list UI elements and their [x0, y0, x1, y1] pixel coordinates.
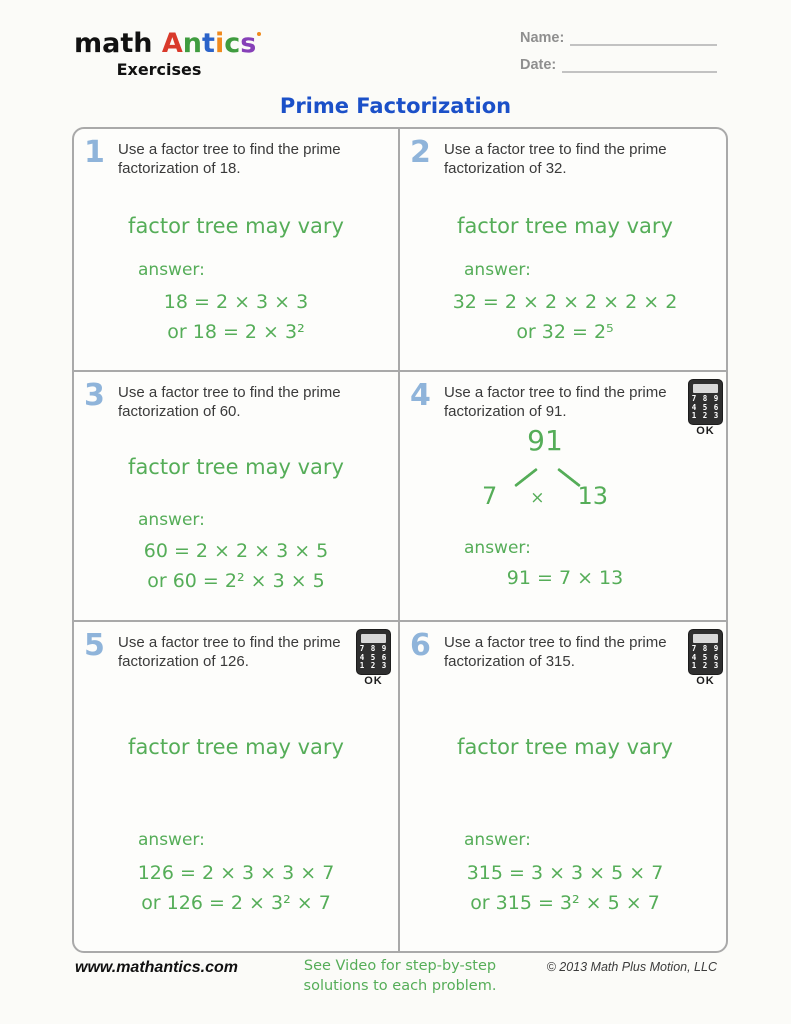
question-text: Use a factor tree to find the prime factorization of 60.	[118, 384, 341, 421]
registered-mark-dot	[257, 32, 261, 36]
factor-tree-root: 91	[527, 424, 563, 457]
question-row	[400, 622, 728, 671]
calculator-ok-label: OK	[364, 674, 383, 687]
name-blank-line	[570, 30, 717, 46]
problem-cell-1	[74, 129, 400, 372]
multiplication-sign: ×	[530, 488, 545, 508]
answer-line-2: or 315 = 3² × 5 × 7	[470, 892, 660, 914]
answer-line-1: 60 = 2 × 2 × 3 × 5	[143, 540, 329, 562]
calculator-screen	[693, 384, 718, 393]
logo-subtitle: Exercises	[116, 60, 202, 79]
calculator-screen	[361, 634, 386, 643]
question-row	[74, 129, 398, 178]
factor-tree-note: factor tree may vary	[128, 735, 344, 759]
problem-number: 5	[84, 628, 105, 663]
question-text: Use a factor tree to find the prime factorization of 18.	[118, 141, 341, 178]
problem-number: 3	[84, 378, 105, 413]
calculator-ok-label: OK	[696, 674, 715, 687]
problem-cell-2	[400, 129, 728, 372]
calculator-ok-label: OK	[696, 424, 715, 437]
answer-label: answer:	[464, 830, 531, 850]
name-field-row	[520, 30, 717, 46]
answer-line-1: 91 = 7 × 13	[506, 567, 624, 589]
answer-label: answer:	[464, 260, 531, 280]
answer-line-1: 315 = 3 × 3 × 5 × 7	[466, 862, 664, 884]
math-antics-logo	[74, 28, 257, 79]
question-text: Use a factor tree to find the prime factorization of 315.	[444, 634, 667, 671]
answer-line-2: or 32 = 2⁵	[516, 321, 614, 343]
logo-wordmark	[74, 28, 257, 59]
see-video-note-line-2: solutions to each problem.	[303, 977, 497, 994]
factor-tree-right-leaf: 13	[577, 482, 608, 510]
question-text: Use a factor tree to find the prime factorization of 126.	[118, 634, 341, 671]
question-row	[74, 372, 398, 421]
calculator-body: 7 8 9 4 5 6 1 2 3	[688, 629, 723, 675]
factor-tree-note: factor tree may vary	[128, 214, 344, 238]
answer-label: answer:	[138, 830, 205, 850]
answer-line-2: or 60 = 2² × 3 × 5	[147, 570, 325, 592]
question-row	[74, 622, 398, 671]
answer-line-2: or 126 = 2 × 3² × 7	[141, 892, 331, 914]
answer-label: answer:	[138, 510, 205, 530]
question-row	[400, 372, 728, 421]
problem-number: 6	[410, 628, 431, 663]
date-field-row	[520, 57, 717, 73]
calculator-ok-icon	[687, 379, 724, 437]
calculator-body: 7 8 9 4 5 6 1 2 3	[356, 629, 391, 675]
calculator-body: 7 8 9 4 5 6 1 2 3	[688, 379, 723, 425]
answer-line-2: or 18 = 2 × 3²	[167, 321, 305, 343]
question-text: Use a factor tree to find the prime factorization of 32.	[444, 141, 667, 178]
answer-label: answer:	[464, 538, 531, 558]
question-row	[400, 129, 728, 178]
problem-number: 4	[410, 378, 431, 413]
question-text: Use a factor tree to find the prime factorization of 91.	[444, 384, 667, 421]
factor-tree-leaves	[482, 482, 608, 510]
website-url: www.mathantics.com	[75, 959, 238, 976]
calculator-screen	[693, 634, 718, 643]
calculator-ok-icon	[687, 629, 724, 687]
problem-cell-4	[400, 372, 728, 622]
answer-line-1: 18 = 2 × 3 × 3	[163, 291, 309, 313]
factor-tree-note: factor tree may vary	[128, 455, 344, 479]
problem-cell-5	[74, 622, 400, 953]
logo-math-text: math	[74, 28, 162, 59]
copyright-text: © 2013 Math Plus Motion, LLC	[546, 960, 717, 974]
problem-number: 2	[410, 135, 431, 170]
name-date-fields	[520, 30, 717, 84]
see-video-note-line-1: See Video for step-by-step	[303, 958, 497, 974]
factor-tree-left-leaf: 7	[482, 482, 498, 510]
answer-line-1: 32 = 2 × 2 × 2 × 2 × 2	[452, 291, 678, 313]
see-video-note	[250, 957, 550, 996]
answer-label: answer:	[138, 260, 205, 280]
problem-number: 1	[84, 135, 105, 170]
factor-tree-note: factor tree may vary	[457, 735, 673, 759]
problems-grid	[72, 127, 728, 953]
factor-tree-note: factor tree may vary	[457, 214, 673, 238]
answer-line-1: 126 = 2 × 3 × 3 × 7	[137, 862, 335, 884]
date-blank-line	[562, 57, 717, 73]
page-title: Prime Factorization	[279, 94, 512, 118]
date-label: Date:	[520, 57, 557, 73]
calculator-ok-icon	[355, 629, 392, 687]
problem-cell-3	[74, 372, 400, 622]
problem-cell-6	[400, 622, 728, 953]
name-label: Name:	[520, 30, 565, 46]
logo-antics-text: Antics	[161, 28, 257, 59]
